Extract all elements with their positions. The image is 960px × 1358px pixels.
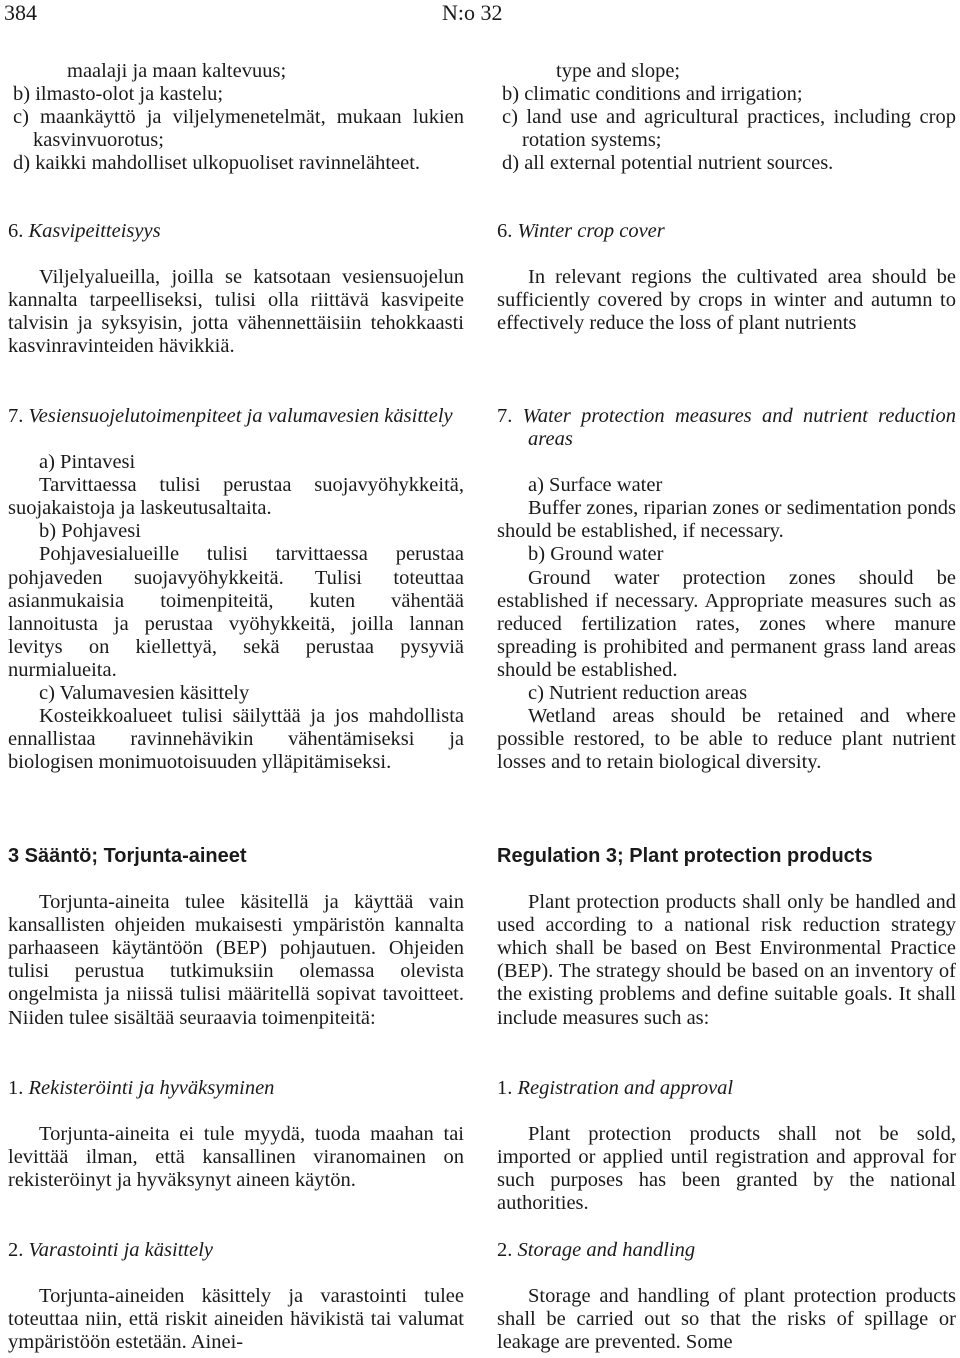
list-item: c) land use and agricultural practices, including crop rotation systems; xyxy=(502,106,956,152)
list-item: d) kaikki mahdolliset ulkopuoliset ravinnelähteet. xyxy=(13,152,421,175)
subsection-heading: c) Nutrient reduction areas xyxy=(528,682,748,705)
section-title: Winter crop cover xyxy=(517,220,665,242)
subsection-body: Pohjavesialueille tulisi tarvittaessa perustaa pohjaveden suojavyöhykkeitä. Tulisi toteuttaa asianmukaisia toimenpiteitä, kuten vähentää lannoitusta ja perustaa vyöhykkeitä, joilla lannan levitys on kiellettyä, sekä perustaa pysyviä nurmialueita. xyxy=(8,543,464,681)
regulation-title: 3 Sääntö; Torjunta-aineet xyxy=(8,845,247,867)
list-item: type and slope; xyxy=(556,60,681,82)
list-item: maalaji ja maan kaltevuus; xyxy=(67,60,287,82)
item-body: Torjunta-aineiden käsittely ja varastointi tulee toteuttaa niin, että riskit aineiden hävikistä tai valumat ympäristöön estetään. Ainei- xyxy=(8,1285,464,1354)
section-title: Water protection measures and nutrient reduction areas xyxy=(522,405,956,451)
section-title-line xyxy=(8,405,464,428)
section-number: 7. xyxy=(8,405,24,427)
item-number: 1. xyxy=(497,1077,513,1099)
item-title: Registration and approval xyxy=(517,1077,734,1099)
subsection-body: Kosteikkoalueet tulisi säilyttää ja jos mahdollista ennallistaa ravinnehävikin vähentämiseksi ja biologisen monimuotoisuuden ylläpitämiseksi. xyxy=(8,705,464,774)
item-body: Plant protection products shall not be sold, imported or applied until registration and approval for such purposes has been granted by the national authorities. xyxy=(497,1123,956,1215)
list-item: b) ilmasto-olot ja kastelu; xyxy=(13,83,224,106)
section-body: In relevant regions the cultivated area should be sufficiently covered by crops in winter and autumn to effectively reduce the loss of plant nutrients xyxy=(497,266,956,335)
issue-number: N:o 32 xyxy=(442,0,503,25)
section-number: 7. xyxy=(497,405,513,427)
section-number: 6. xyxy=(8,220,24,242)
subsection-body: Buffer zones, riparian zones or sedimentation ponds should be established, if necessary. xyxy=(497,497,956,543)
item-body: Torjunta-aineita ei tule myydä, tuoda maahan tai levittää ilman, että kansallinen viranomainen on rekisteröinyt ja hyväksynyt aineen käytön. xyxy=(8,1123,464,1192)
list-item: b) climatic conditions and irrigation; xyxy=(502,83,803,106)
item-title: Storage and handling xyxy=(517,1239,696,1261)
subsection-body: Wetland areas should be retained and where possible restored, to be able to reduce plant nutrient losses and to retain biological diversity. xyxy=(497,705,956,774)
section-title-line xyxy=(497,405,956,451)
en-regulation-3 xyxy=(497,845,956,1030)
fi-section-6 xyxy=(8,220,464,358)
list-item: d) all external potential nutrient sources. xyxy=(502,152,834,175)
subsection-heading: c) Valumavesien käsittely xyxy=(39,682,250,705)
regulation-body: Plant protection products shall only be handled and used according to a national risk reduction strategy which shall be based on Best Environmental Practice (BEP). The strategy should be based on an inventory of the existing problems and define suitable goals. It shall include measures such as: xyxy=(497,891,956,1029)
subsection-body: Tarvittaessa tulisi perustaa suojavyöhykkeitä, suojakaistoja ja laskeutusaltaita. xyxy=(8,474,464,520)
item-body: Storage and handling of plant protection products shall be carried out so that the risks of spillage or leakage are prevented. Some xyxy=(497,1285,956,1354)
section-title: Kasvipeitteisyys xyxy=(28,220,161,242)
subsection-heading: b) Pohjavesi xyxy=(39,520,141,543)
regulation-body: Torjunta-aineita tulee käsitellä ja käyttää vain kansallisten ohjeiden mukaisesti ympäristön kannalta parhaaseen käytäntöön (BEP) pohjautuen. Ohjeiden tulisi perustua tutkimuksiin olemassa olevista ongelmista ja niissä tulisi määritellä sopivat tavoitteet. Niiden tulee sisältää seuraavia toimenpiteitä: xyxy=(8,891,464,1029)
fi-item-2 xyxy=(8,1239,464,1354)
fi-criteria-list xyxy=(8,60,464,175)
subsection-heading: a) Surface water xyxy=(528,474,663,497)
item-title: Varastointi ja käsittely xyxy=(28,1239,213,1261)
fi-regulation-3 xyxy=(8,845,464,1030)
en-item-1 xyxy=(497,1077,956,1215)
regulation-title: Regulation 3; Plant protection products xyxy=(497,845,873,867)
en-section-7 xyxy=(497,405,956,774)
list-item: c) maankäyttö ja viljelymenetelmät, mukaan lukien kasvinvuorotus; xyxy=(13,106,464,152)
item-title: Rekisteröinti ja hyväksyminen xyxy=(28,1077,275,1099)
fi-section-7 xyxy=(8,405,464,774)
subsection-body: Ground water protection zones should be established if necessary. Appropriate measures such as reduced fertilization rates, zones where manure spreading is prohibited and permanent grass land areas should be established. xyxy=(497,566,956,681)
fi-item-1 xyxy=(8,1077,464,1192)
section-body: Viljelyalueilla, joilla se katsotaan vesiensuojelun kannalta tarpeelliseksi, tulisi olla riittävä kasvipeite talvisin ja syksyisin, jotta vähennettäisiin tehokkaasti kasvinravinteiden hävikkiä. xyxy=(8,266,464,358)
en-section-6 xyxy=(497,220,956,335)
page-number: 384 xyxy=(4,0,37,25)
subsection-heading: b) Ground water xyxy=(528,543,664,566)
item-number: 2. xyxy=(497,1239,513,1261)
item-number: 2. xyxy=(8,1239,24,1261)
section-title: Vesiensuojelutoimenpiteet ja valumavesien käsittely xyxy=(28,405,453,427)
item-number: 1. xyxy=(8,1077,24,1099)
en-item-2 xyxy=(497,1239,956,1354)
en-criteria-list xyxy=(497,60,956,175)
section-number: 6. xyxy=(497,220,513,242)
subsection-heading: a) Pintavesi xyxy=(39,451,136,474)
